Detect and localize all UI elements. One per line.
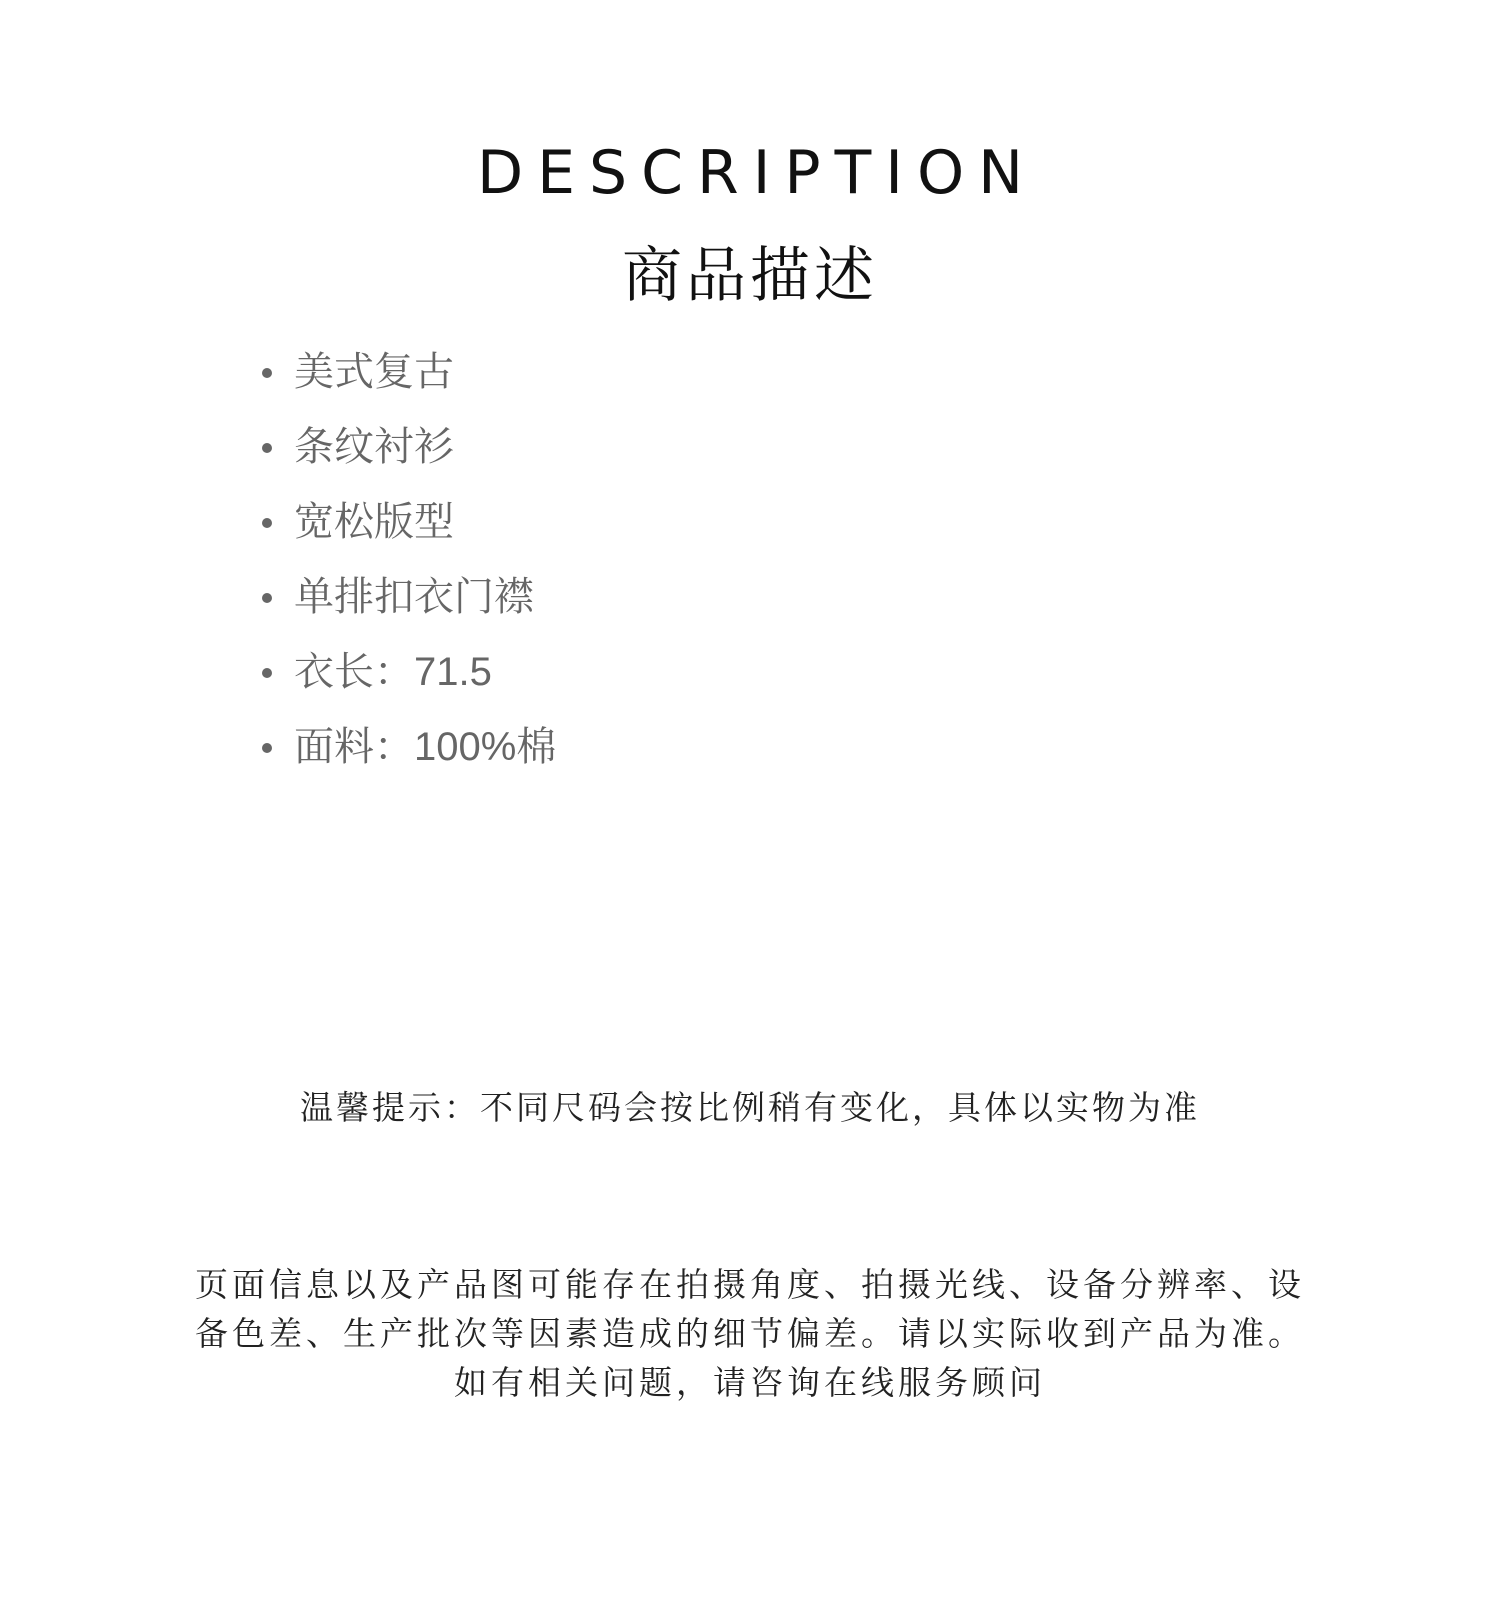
tip-text: 温馨提示：不同尺码会按比例稍有变化，具体以实物为准: [300, 1088, 1200, 1127]
list-item-text: 美式复古: [294, 350, 454, 394]
bullet-icon: [262, 593, 272, 603]
bullet-icon: [262, 668, 272, 678]
notice-line: 如有相关问题，请咨询在线服务顾问: [454, 1363, 1046, 1402]
list-item: [262, 640, 556, 715]
bullet-icon: [262, 368, 272, 378]
page-title-zh: 商品描述: [622, 241, 878, 311]
notice-line: 页面信息以及产品图可能存在拍摄角度、拍摄光线、设备分辨率、设: [195, 1265, 1305, 1304]
notice-text: [0, 1260, 1500, 1407]
list-item: [262, 490, 556, 565]
list-item: [262, 340, 556, 415]
description-list: [262, 340, 556, 790]
list-item: [262, 415, 556, 490]
list-item-text: 宽松版型: [294, 500, 454, 544]
notice-line: 备色差、生产批次等因素造成的细节偏差。请以实际收到产品为准。: [195, 1314, 1305, 1353]
list-item-text: 面料：100%棉: [294, 725, 557, 769]
list-item-text: 单排扣衣门襟: [294, 575, 534, 619]
list-item-text: 条纹衬衫: [294, 425, 454, 469]
bullet-icon: [262, 743, 272, 753]
page-title-en: DESCRIPTION: [476, 138, 1038, 208]
list-item: [262, 715, 556, 790]
bullet-icon: [262, 443, 272, 453]
list-item-text: 衣长：71.5: [294, 650, 492, 694]
list-item: [262, 565, 556, 640]
bullet-icon: [262, 518, 272, 528]
